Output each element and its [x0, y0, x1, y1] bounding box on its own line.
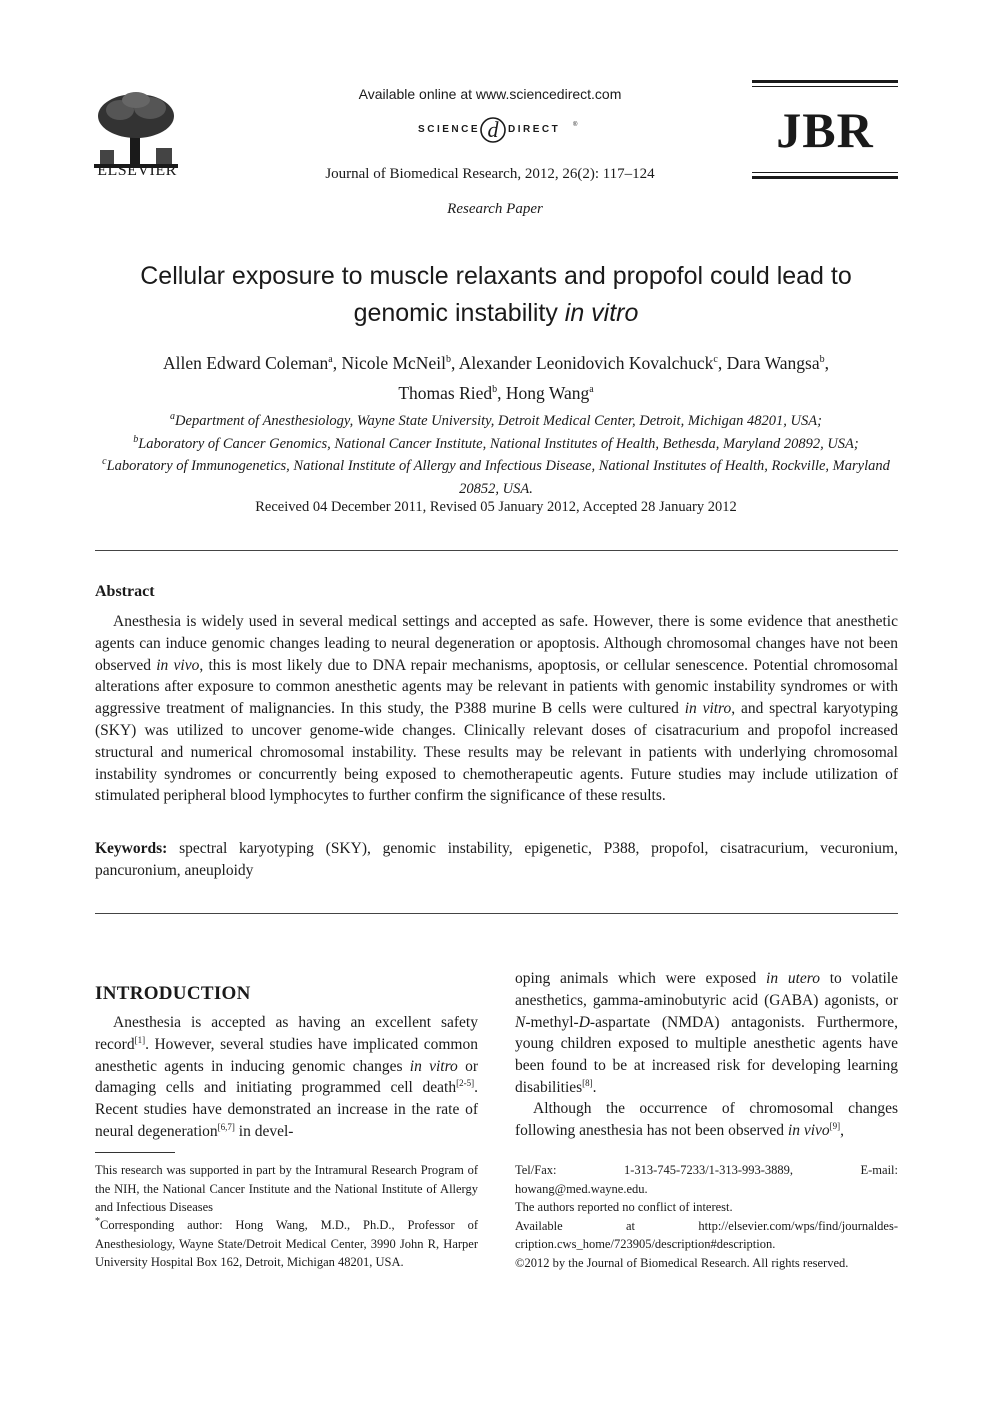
sd-logo-mark: ® [573, 122, 578, 128]
citation-ref[interactable]: [1] [134, 1034, 146, 1045]
available-online-text: Available online at www.sciencedirect.com [358, 86, 622, 102]
journal-citation: Journal of Biomedical Research, 2012, 26(2): 117–124 [325, 166, 655, 182]
intro-paragraph-1: Anesthesia is accepted as having an excellent safety record[1]. However, several studies have implicated common anesthetic agents in inducing genomic changes in vitro or damaging cells and initiating programmed cell death[2-5]. Recent studies have demonstrated an increase in the rate of neural degeneration[6,7] in devel- [95, 1014, 478, 1140]
author: Hong Wang$^a$ [505, 383, 594, 403]
citation-ref[interactable]: [8] [582, 1077, 593, 1088]
author: Dara Wangsa$^b$, [726, 353, 829, 373]
title-italic: in vitro [564, 299, 639, 327]
affiliation: $^b$Laboratory of Cancer Genomics, National Cancer Institute, National Institutes of Health, Bethesda, Maryland 20892, USA; [133, 433, 859, 452]
affiliation: $^c$Laboratory of Immunogenetics, National Institute of Allergy and Infectious Disease, National Institutes of Health, Rockville, Maryland 20852, USA. [102, 456, 890, 497]
intro-paragraph-2: Although the occurrence of chromosomal changes following anesthesia has not been observed in vivo[9], [515, 1100, 898, 1139]
article-title [95, 258, 897, 332]
journal-logo [752, 80, 898, 180]
sd-logo-at: d [487, 117, 499, 142]
affiliations [95, 410, 897, 500]
corresponding-author-footnote: *Corresponding author: Hong Wang, M.D., Ph.D., Professor of Anesthesiology, Wayne State/Detroit Medical Center, 3990 John R, Harper University Hospital Box 162, Detroit, Michigan 48201, USA. [95, 1215, 478, 1269]
author-list [95, 348, 897, 408]
jbr-rule-top-thin [752, 86, 898, 87]
publisher-name: ELSEVIER [97, 162, 177, 179]
footnotes-right [515, 1161, 898, 1272]
abstract-body: Anesthesia is widely used in several medical settings and accepted as safe. However, there is some evidence that anesthetic agents can induce genomic changes leading to neural degeneration or apoptosis. Although chromosomal changes have not been observed in vivo, this is most likely due to DNA repair mechanisms, apoptosis, or cellular senescence. Potential chromosomal alterations after exposure to common anesthetic agents may be relevant in patients with genomic instability syndromes or with aggressive treatment of malignancies. In this study, the P388 murine B cells were cultured in vitro, and spectral karyotyping (SKY) was utilized to uncover genome-wide changes. Clinically relevant doses of cisatracurium and propofol increased structural and numerical chromosomal instability. These results may be relevant in patients with underlying chromosomal instability syndromes or concurrently being exposed to chemotherapeutic agents. Future studies may include utilization of stimulated peripheral blood lymphocytes to further confirm the significance of these results. [95, 613, 899, 805]
author: Allen Edward Coleman$^a$, [163, 353, 342, 373]
section-heading-introduction: INTRODUCTION [95, 983, 251, 1004]
abstract-heading: Abstract [95, 583, 155, 600]
citation-ref[interactable]: [6,7] [217, 1121, 235, 1132]
citation-ref[interactable]: [9] [829, 1120, 841, 1131]
intro-paragraph-1-cont: oping animals which were exposed in utero to volatile anesthetics, gamma-aminobutyric acid (GABA) agonists, or N-methyl-D-aspartate (NMDA) antagonists. Furthermore, young children exposed to multiple anesthetic agents have been found to be at increased risk for developing learning disabilities[8]. [515, 970, 898, 1096]
sd-logo-left: SCIENCE [418, 124, 480, 135]
copyright: ©2012 by the Journal of Biomedical Research. All rights reserved. [515, 1255, 849, 1270]
keywords-text: spectral karyotyping (SKY), genomic instability, epigenetic, P388, propofol, cisatracurium, vecuronium, pancuronium, aneuploidy [95, 840, 898, 879]
received-dates: Received 04 December 2011, Revised 05 January 2012, Accepted 28 January 2012 [255, 499, 737, 515]
footnote-divider [95, 1152, 175, 1153]
contact-info: Tel/Fax: 1-313-745-7233/1-313-993-3889, E-mail: howang@med.wayne.edu. [515, 1163, 898, 1196]
author: Nicole McNeil$^b$, [341, 353, 459, 373]
jbr-rule-top [752, 80, 898, 83]
paper-type: Research Paper [447, 201, 543, 217]
author: Thomas Ried$^b$, [398, 383, 506, 403]
journal-abbrev: JBR [776, 102, 874, 158]
funding-footnote: This research was supported in part by the Intramural Research Program of the NIH, the National Cancer Institute and the National Institute of Allergy and Infectious Diseases [95, 1163, 478, 1214]
title-main: Cellular exposure to muscle relaxants and propofol could lead to genomic instability [140, 262, 852, 327]
availability-link[interactable]: Available at http://elsevier.com/wps/find/journaldes-cription.cws_home/723905/description#description. [515, 1218, 898, 1251]
divider [95, 550, 898, 551]
keywords-label: Keywords: [95, 840, 168, 857]
conflict-statement: The authors reported no conflict of interest. [515, 1200, 733, 1214]
citation-ref[interactable]: [2-5] [456, 1078, 475, 1089]
sciencedirect-logo [398, 110, 588, 150]
jbr-rule-bottom-thin [752, 172, 898, 173]
keywords [95, 838, 898, 882]
affiliation: $^a$Department of Anesthesiology, Wayne State University, Detroit Medical Center, Detroit, Michigan 48201, USA; [170, 411, 822, 429]
sd-logo-right: DIRECT [508, 124, 561, 135]
jbr-rule-bottom [752, 176, 898, 179]
author: Alexander Leonidovich Kovalchuck$^c$, [458, 353, 727, 373]
divider [95, 913, 898, 914]
